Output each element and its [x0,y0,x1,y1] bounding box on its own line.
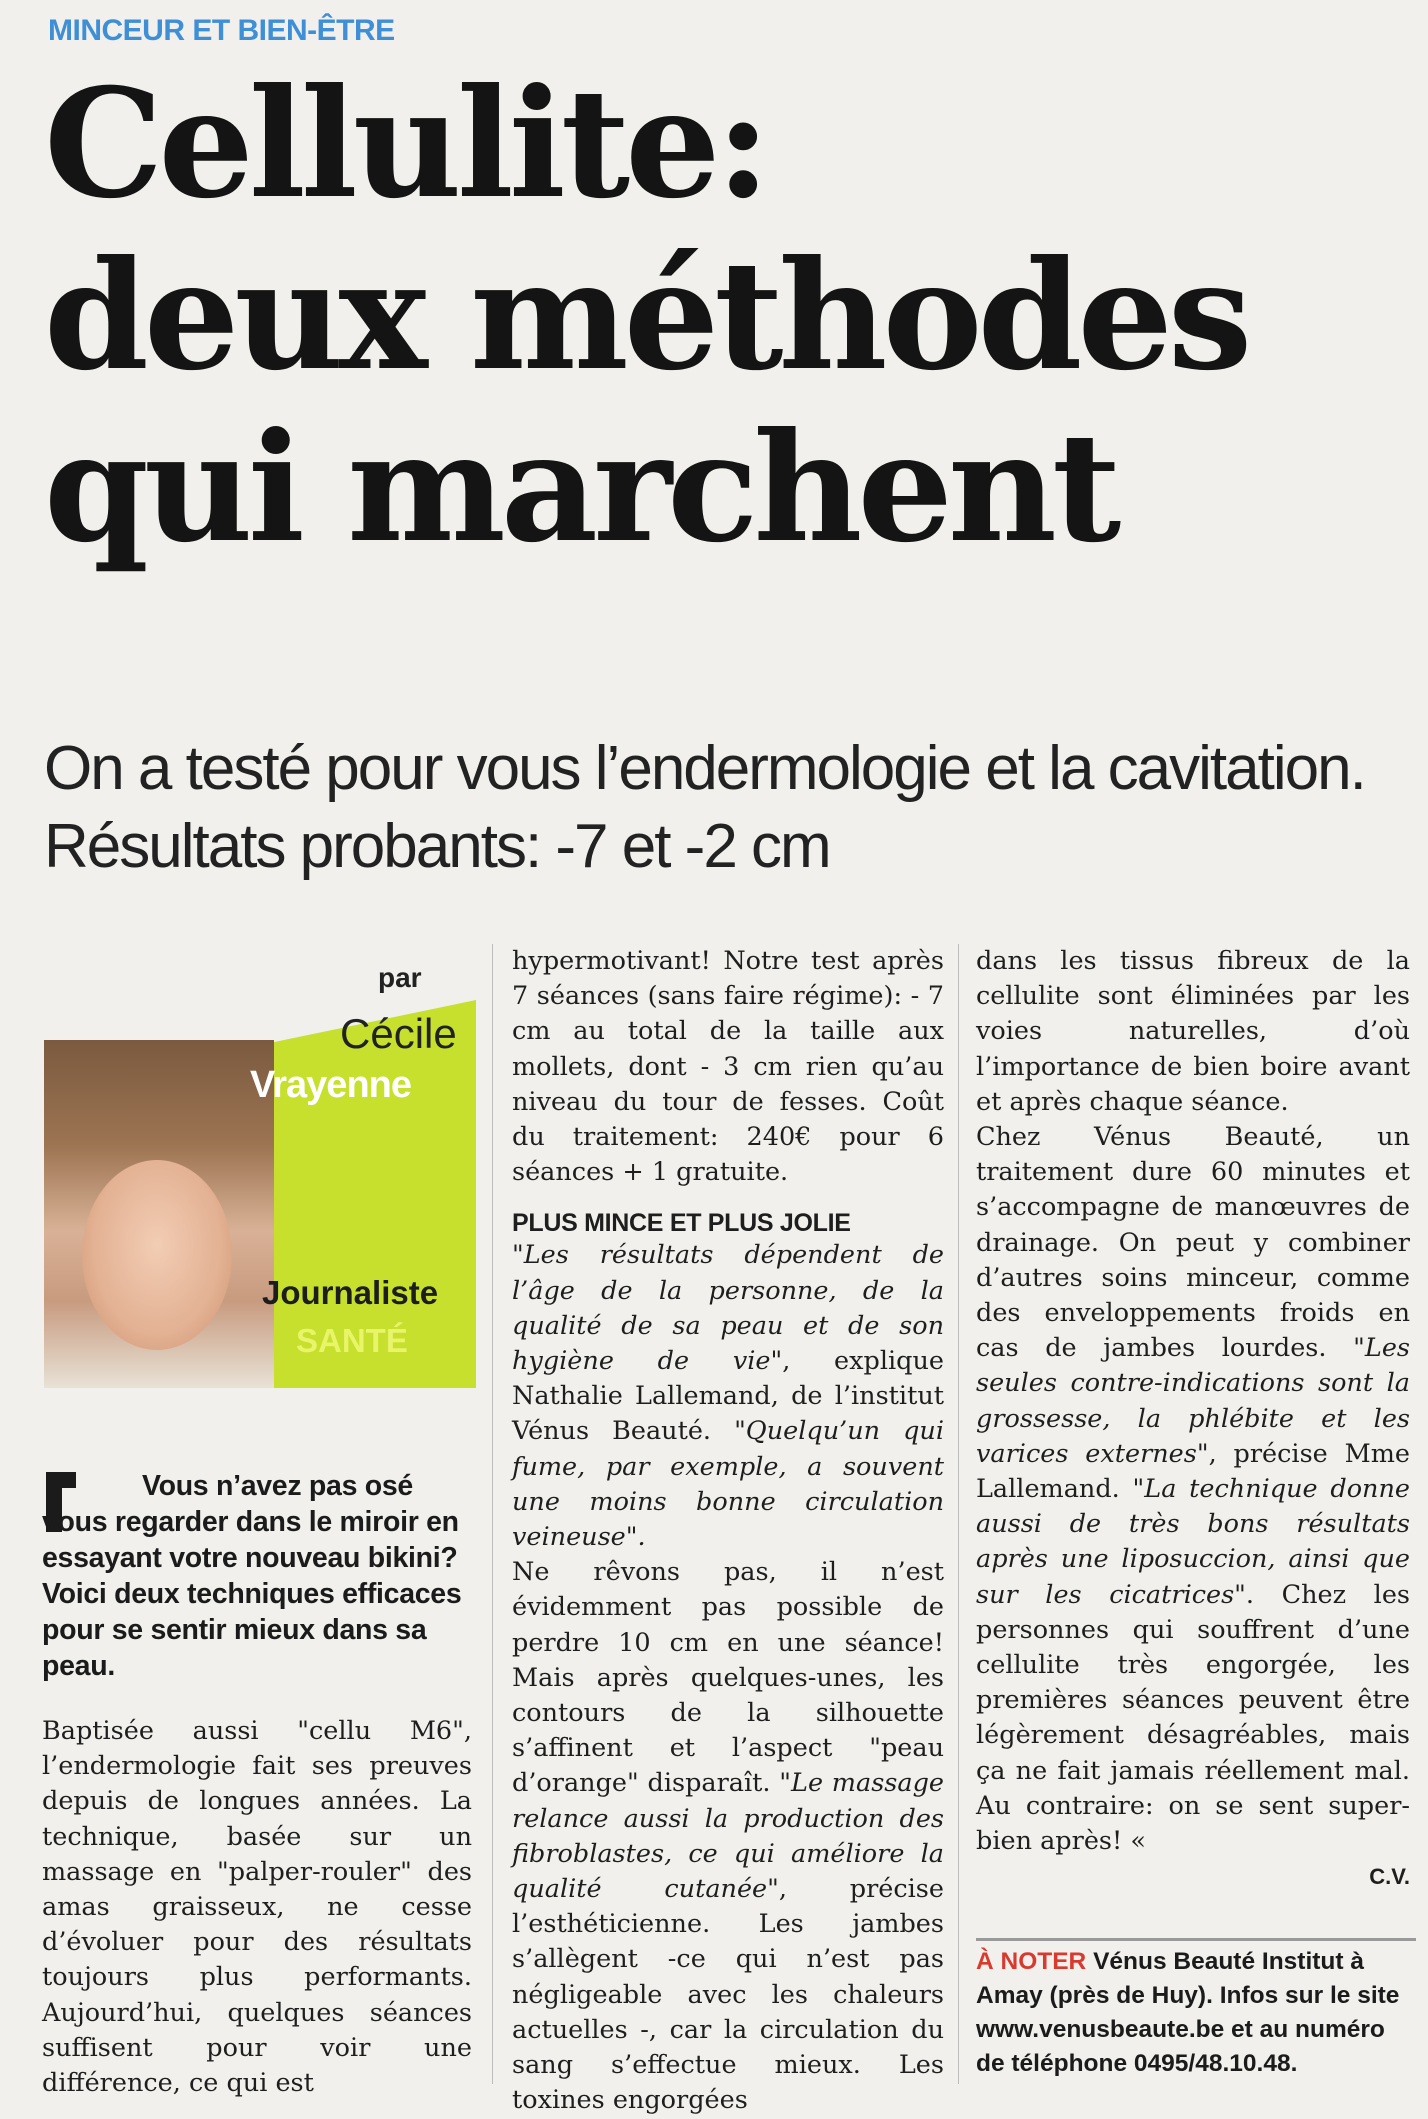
quote: "Le massage relance aussi la production des fibroblastes, ce qui améliore la qualité cutanée" [512,1768,944,1905]
author-topic: SANTÉ [296,1322,408,1359]
paragraph: dans les tissus fibreux de la cellulite sont éliminées par les voies naturelles, d’où l’importance de bien boire avant et après chaque séance. [976,946,1410,1117]
article-lead: Vous n’avez pas osé vous regarder dans le miroir en essayant votre nouveau bikini? Voici deux techniques efficaces pour se sentir mieux dans sa peau. [42,1470,462,1682]
author-role: Journaliste [262,1274,439,1311]
headline-line-2: deux méthodes [44,228,1248,404]
quote: "Quelqu’un qui fume, par exemple, a souvent une moins bonne circulation veineuse". [512,1416,944,1553]
author-signature: C.V. [1369,1864,1410,1890]
column-3 [976,944,1410,1894]
headline [44,58,1414,574]
paragraph: hypermotivant! Notre test après 7 séances (sans faire régime): - 7 cm au total de la taille aux mollets, dont - 3 cm rien qu’au niveau du tour de fesses. Coût du traitement: 240€ pour 6 séances + 1 gratuite. [512,946,944,1188]
column-1 [42,1714,472,2101]
byline-box [44,1000,476,1388]
column-divider [492,944,493,2084]
headline-line-3: qui marchent [44,400,1117,576]
info-note [976,1938,1416,2081]
text: , précise Mme Lallemand. [976,1438,1410,1505]
subtitle: On a testé pour vous l’endermologie et la cavitation. Résultats probants: -7 et -2 cm [44,734,1365,881]
quote: "Les résultats dépendent de l’âge de la personne, de la qualité de sa peau et de son hygiène de vie" [512,1240,944,1377]
text: . Chez les personnes qui souffrent d’une cellulite très engorgée, les premières séances peuvent être légèrement désagréables, mais ça ne fait jamais réellement mal. Au contraire: on se sent super-bien après! « [976,1579,1410,1857]
headline-line-1: Cellulite: [44,56,766,232]
paragraph [512,1238,944,1555]
author-face [82,1160,232,1350]
paragraph: Baptisée aussi "cellu M6", l’endermologie fait ses preuves depuis de longues années. La technique, basée sur un massage en "palper-rouler" des amas graisseux, ne cesse d’évoluer pour des résultats toujours plus performants. Aujourd’hui, quelques séances suffisent pour voir une différence, ce qui est [42,1716,472,2099]
quote: "Les seules contre-indications sont la grossesse, la phlébite et les varices externes" [976,1333,1410,1469]
column-2 [512,944,944,2119]
author-first-name: Cécile [340,1010,457,1057]
paragraph [512,1555,944,2118]
author-photo [44,1040,274,1388]
subheading: PLUS MINCE ET PLUS JOLIE [512,1209,851,1238]
author-last-name: Vrayenne [250,1064,411,1106]
text: Chez Vénus Beauté, un traitement dure 60 minutes et s’accompagne de manœuvres de drainage. On peut y combiner d’autres soins minceur, comme des enveloppements froids en cas de jambes lourdes. [976,1122,1410,1364]
quote: "La technique donne aussi de très bons résultats après une liposuccion, ainsi que sur les cicatrices" [976,1474,1410,1610]
column-divider [958,944,959,2084]
byline-by: par [378,962,422,993]
paragraph [976,1120,1410,1859]
note-tag: À NOTER [976,1948,1087,1975]
note-text: Vénus Beauté Institut à Amay (près de Huy). Infos sur le site www.venusbeaute.be et au numéro de téléphone 0495/48.10.48. [976,1948,1400,2077]
text: , explique Nathalie Lallemand, de l’institut Vénus Beauté. [512,1346,944,1447]
text: Ne rêvons pas, il n’est évidemment pas possible de perdre 10 cm en une séance! Mais après quelques-unes, les contours de la silhouette s’affinent et l’aspect "peau d’orange" disparaît. [512,1557,944,1799]
text: , précise l’esthéticienne. Les jambes s’allègent -ce qui n’est pas négligeable avec les chaleurs actuelles -, car la circulation du sang s’effectue mieux. Les toxines engorgées [512,1874,944,2116]
section-rubric: MINCEUR ET BIEN-ÊTRE [48,14,395,47]
